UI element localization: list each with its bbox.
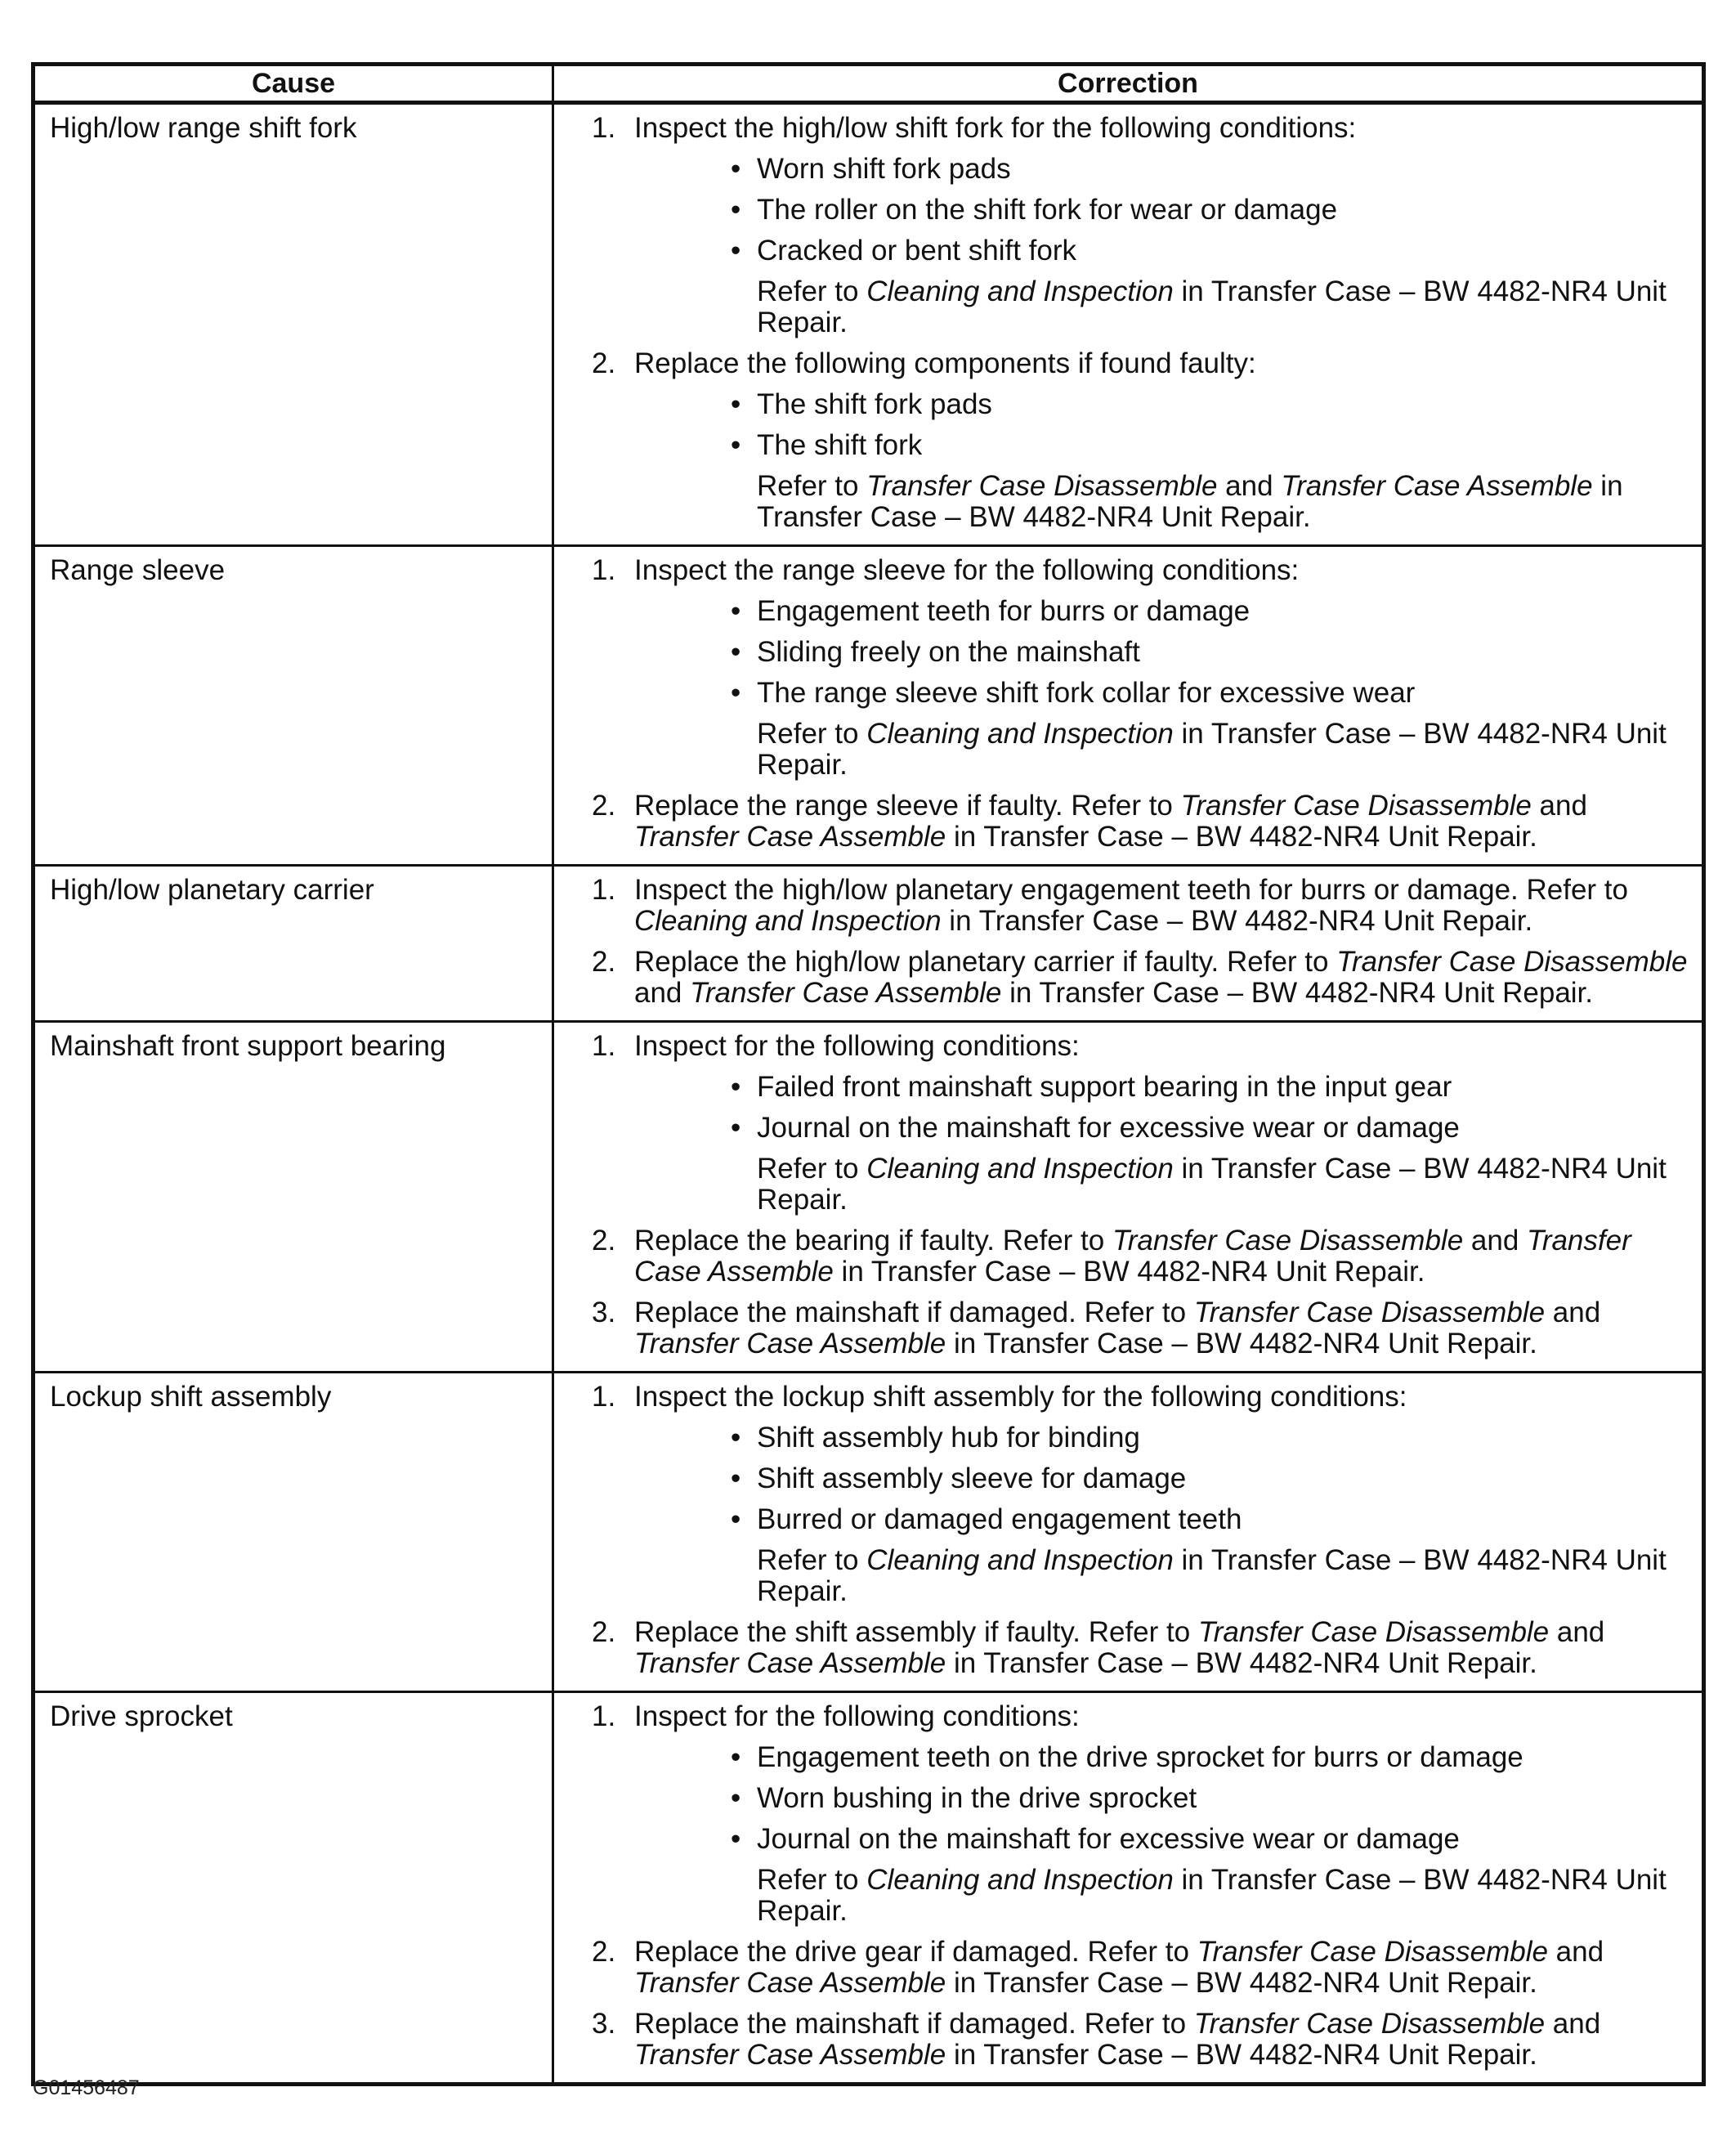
step-text: [634, 1937, 1689, 1999]
reference-title: Transfer Case Assemble: [634, 1328, 946, 1359]
bullet-text: Journal on the mainshaft for excessive wear or damage: [757, 1823, 1460, 1855]
reference-title: Cleaning and Inspection: [866, 1544, 1174, 1576]
text-segment: in Transfer Case – BW 4482-NR4 Unit Repair.: [941, 905, 1533, 937]
text-segment: in Transfer Case – BW 4482-NR4 Unit Repair.: [757, 718, 1667, 781]
step-text: Inspect for the following conditions:: [634, 1700, 1080, 1732]
text-segment: in Transfer Case – BW 4482-NR4 Unit Repair.: [833, 1256, 1425, 1288]
text-segment: and: [1547, 1936, 1604, 1968]
step-text: [634, 875, 1689, 937]
step-number: 1.: [592, 112, 616, 144]
cause-cell: Range sleeve: [34, 546, 553, 866]
text-segment: Refer to: [757, 470, 867, 502]
reference-title: Transfer Case Disassemble: [1197, 1616, 1550, 1648]
reference-note: [634, 1545, 1689, 1607]
reference-title: Transfer Case Disassemble: [1193, 2008, 1546, 2040]
correction-step: [554, 555, 1689, 781]
step-text: Inspect the lockup shift assembly for the following conditions:: [634, 1381, 1407, 1413]
text-segment: Replace the drive gear if damaged. Refer to: [634, 1936, 1197, 1968]
text-segment: in Transfer Case – BW 4482-NR4 Unit Repair.: [946, 1328, 1537, 1359]
reference-title: Transfer Case Disassemble: [1193, 1297, 1546, 1328]
reference-title: Transfer Case Assemble: [634, 1647, 946, 1679]
text-segment: in Transfer Case – BW 4482-NR4 Unit Repair.: [757, 275, 1667, 338]
reference-title: Cleaning and Inspection: [866, 1864, 1174, 1896]
step-number: 2.: [592, 1616, 616, 1648]
correction-step: [554, 947, 1689, 1009]
bullet-icon: •: [731, 1823, 741, 1855]
bullet-item: [634, 1824, 1689, 1855]
bullet-text: Worn shift fork pads: [757, 153, 1011, 185]
reference-title: Transfer Case Disassemble: [1180, 790, 1532, 822]
step-text: [634, 2009, 1689, 2071]
step-text: Inspect the range sleeve for the following conditions:: [634, 554, 1300, 586]
cause-cell: High/low planetary carrier: [34, 866, 553, 1022]
text-segment: Refer to: [757, 275, 867, 307]
reference-title: Transfer Case Assemble: [634, 1967, 946, 1999]
reference-title: Transfer Case Disassemble: [1336, 946, 1688, 978]
reference-note: [634, 719, 1689, 781]
text-segment: Replace the mainshaft if damaged. Refer to: [634, 2008, 1194, 2040]
text-segment: in Transfer Case – BW 4482-NR4 Unit Repair.: [757, 1544, 1667, 1607]
text-segment: and: [1545, 2008, 1601, 2040]
step-number: 3.: [592, 1297, 616, 1328]
cause-cell: High/low range shift fork: [34, 103, 553, 546]
bullet-text: Shift assembly hub for binding: [757, 1422, 1140, 1453]
step-text: Inspect the high/low shift fork for the following conditions:: [634, 112, 1357, 144]
bullet-text: Cracked or bent shift fork: [757, 235, 1076, 267]
bullet-icon: •: [731, 388, 741, 420]
text-segment: and: [1217, 470, 1282, 502]
bullet-icon: •: [731, 1741, 741, 1773]
text-segment: Replace the high/low planetary carrier if faulty. Refer to: [634, 946, 1337, 978]
reference-note: [634, 1865, 1689, 1927]
step-number: 2.: [592, 1225, 616, 1256]
text-segment: and: [1545, 1297, 1601, 1328]
bullet-icon: •: [731, 1503, 741, 1535]
bullet-item: [634, 596, 1689, 627]
bullet-icon: •: [731, 153, 741, 185]
bullet-item: [634, 637, 1689, 668]
bullet-text: Engagement teeth for burrs or damage: [757, 595, 1251, 627]
bullet-text: Failed front mainshaft support bearing in the input gear: [757, 1071, 1452, 1103]
correction-step: [554, 1701, 1689, 1927]
step-text: Inspect for the following conditions:: [634, 1030, 1080, 1062]
correction-step: [554, 1937, 1689, 1999]
table-row: [34, 866, 1704, 1022]
bullet-item: [634, 235, 1689, 267]
text-segment: Replace the bearing if faulty. Refer to: [634, 1225, 1112, 1256]
correction-step: [554, 348, 1689, 533]
text-segment: in Transfer Case – BW 4482-NR4 Unit Repair.: [757, 1153, 1667, 1216]
correction-step: [554, 875, 1689, 937]
bullet-icon: •: [731, 194, 741, 226]
reference-title: Transfer Case Assemble: [634, 821, 946, 853]
correction-step: [554, 1297, 1689, 1359]
reference-title: Cleaning and Inspection: [866, 275, 1174, 307]
reference-title: Cleaning and Inspection: [634, 905, 942, 937]
bullet-text: The shift fork: [757, 429, 923, 461]
step-number: 2.: [592, 1936, 616, 1968]
correction-step: [554, 1382, 1689, 1607]
bullet-icon: •: [731, 636, 741, 668]
correction-step: [554, 2009, 1689, 2071]
bullet-item: [634, 1113, 1689, 1144]
table-body: [34, 103, 1704, 2085]
text-segment: in Transfer Case – BW 4482-NR4 Unit Repair.: [757, 470, 1623, 533]
text-segment: in Transfer Case – BW 4482-NR4 Unit Repair.: [757, 1864, 1667, 1927]
step-number: 2.: [592, 790, 616, 822]
correction-cell: [553, 1373, 1704, 1692]
correction-step: [554, 1031, 1689, 1216]
step-number: 1.: [592, 1381, 616, 1413]
cause-cell: Lockup shift assembly: [34, 1373, 553, 1692]
bullet-icon: •: [731, 1782, 741, 1814]
text-segment: in Transfer Case – BW 4482-NR4 Unit Repair.: [946, 1647, 1537, 1679]
reference-title: Transfer Case Assemble: [1281, 470, 1593, 502]
bullet-text: Shift assembly sleeve for damage: [757, 1462, 1187, 1494]
bullet-item: [634, 154, 1689, 185]
text-segment: and: [1531, 790, 1587, 822]
reference-title: Cleaning and Inspection: [866, 1153, 1174, 1185]
step-number: 2.: [592, 347, 616, 379]
header-cause: Cause: [34, 65, 553, 103]
text-segment: Replace the mainshaft if damaged. Refer to: [634, 1297, 1194, 1328]
step-number: 1.: [592, 554, 616, 586]
table-row: [34, 1022, 1704, 1373]
step-text: [634, 1617, 1689, 1679]
bullet-item: [634, 1742, 1689, 1773]
reference-title: Transfer Case Assemble: [634, 1225, 1631, 1288]
step-text: [634, 1225, 1689, 1288]
bullet-icon: •: [731, 1071, 741, 1103]
cause-cell: Drive sprocket: [34, 1692, 553, 2085]
bullet-item: [634, 1504, 1689, 1535]
text-segment: Refer to: [757, 1544, 867, 1576]
diagnostic-table: [31, 62, 1706, 2086]
correction-step: [554, 1617, 1689, 1679]
bullet-item: [634, 678, 1689, 709]
table-row: [34, 546, 1704, 866]
step-number: 3.: [592, 2008, 616, 2040]
text-segment: Refer to: [757, 718, 867, 750]
reference-note: [634, 276, 1689, 338]
bullet-icon: •: [731, 1422, 741, 1453]
bullet-text: Journal on the mainshaft for excessive wear or damage: [757, 1112, 1460, 1144]
table-row: [34, 103, 1704, 546]
text-segment: in Transfer Case – BW 4482-NR4 Unit Repair.: [946, 1967, 1537, 1999]
text-segment: Refer to: [757, 1153, 867, 1185]
step-text: [634, 947, 1689, 1009]
text-segment: Inspect the high/low planetary engagement teeth for burrs or damage. Refer to: [634, 874, 1628, 906]
bullet-text: The roller on the shift fork for wear or damage: [757, 194, 1338, 226]
bullet-item: [634, 1783, 1689, 1814]
correction-cell: [553, 1022, 1704, 1373]
bullet-text: The range sleeve shift fork collar for excessive wear: [757, 677, 1416, 709]
bullet-icon: •: [731, 1462, 741, 1494]
text-segment: and: [1549, 1616, 1605, 1648]
bullet-text: Engagement teeth on the drive sprocket for burrs or damage: [757, 1741, 1523, 1773]
correction-cell: [553, 1692, 1704, 2085]
reference-title: Transfer Case Disassemble: [1197, 1936, 1548, 1968]
bullet-item: [634, 1463, 1689, 1494]
text-segment: Replace the range sleeve if faulty. Refer to: [634, 790, 1181, 822]
figure-id: G01456487: [33, 2076, 140, 2099]
bullet-text: Burred or damaged engagement teeth: [757, 1503, 1242, 1535]
correction-cell: [553, 103, 1704, 546]
bullet-text: The shift fork pads: [757, 388, 992, 420]
cause-cell: Mainshaft front support bearing: [34, 1022, 553, 1373]
reference-title: Transfer Case Disassemble: [1112, 1225, 1464, 1256]
step-number: 1.: [592, 874, 616, 906]
reference-title: Transfer Case Assemble: [634, 2039, 946, 2071]
table-header-row: [34, 65, 1704, 103]
step-number: 2.: [592, 946, 616, 978]
bullet-icon: •: [731, 429, 741, 461]
step-number: 1.: [592, 1030, 616, 1062]
bullet-icon: •: [731, 235, 741, 267]
step-text: [634, 791, 1689, 853]
text-segment: in Transfer Case – BW 4482-NR4 Unit Repair.: [946, 2039, 1537, 2071]
bullet-item: [634, 389, 1689, 420]
step-text: Replace the following components if found faulty:: [634, 347, 1256, 379]
correction-cell: [553, 546, 1704, 866]
reference-title: Transfer Case Assemble: [690, 977, 1002, 1009]
table-row: [34, 1373, 1704, 1692]
bullet-icon: •: [731, 1112, 741, 1144]
text-segment: and: [634, 977, 691, 1009]
bullet-text: Worn bushing in the drive sprocket: [757, 1782, 1197, 1814]
text-segment: in Transfer Case – BW 4482-NR4 Unit Repair.: [1001, 977, 1594, 1009]
bullet-item: [634, 430, 1689, 461]
bullet-item: [634, 195, 1689, 226]
reference-note: [634, 471, 1689, 533]
reference-title: Transfer Case Disassemble: [866, 470, 1218, 502]
correction-step: [554, 1225, 1689, 1288]
bullet-text: Sliding freely on the mainshaft: [757, 636, 1140, 668]
text-segment: in Transfer Case – BW 4482-NR4 Unit Repair.: [946, 821, 1537, 853]
text-segment: Replace the shift assembly if faulty. Refer to: [634, 1616, 1198, 1648]
correction-step: [554, 791, 1689, 853]
table-row: [34, 1692, 1704, 2085]
reference-note: [634, 1153, 1689, 1216]
reference-title: Cleaning and Inspection: [866, 718, 1174, 750]
correction-step: [554, 113, 1689, 338]
step-number: 1.: [592, 1700, 616, 1732]
correction-cell: [553, 866, 1704, 1022]
step-text: [634, 1297, 1689, 1359]
bullet-item: [634, 1422, 1689, 1453]
text-segment: and: [1463, 1225, 1528, 1256]
bullet-icon: •: [731, 677, 741, 709]
bullet-icon: •: [731, 595, 741, 627]
text-segment: Refer to: [757, 1864, 867, 1896]
header-correction: Correction: [553, 65, 1704, 103]
bullet-item: [634, 1072, 1689, 1103]
